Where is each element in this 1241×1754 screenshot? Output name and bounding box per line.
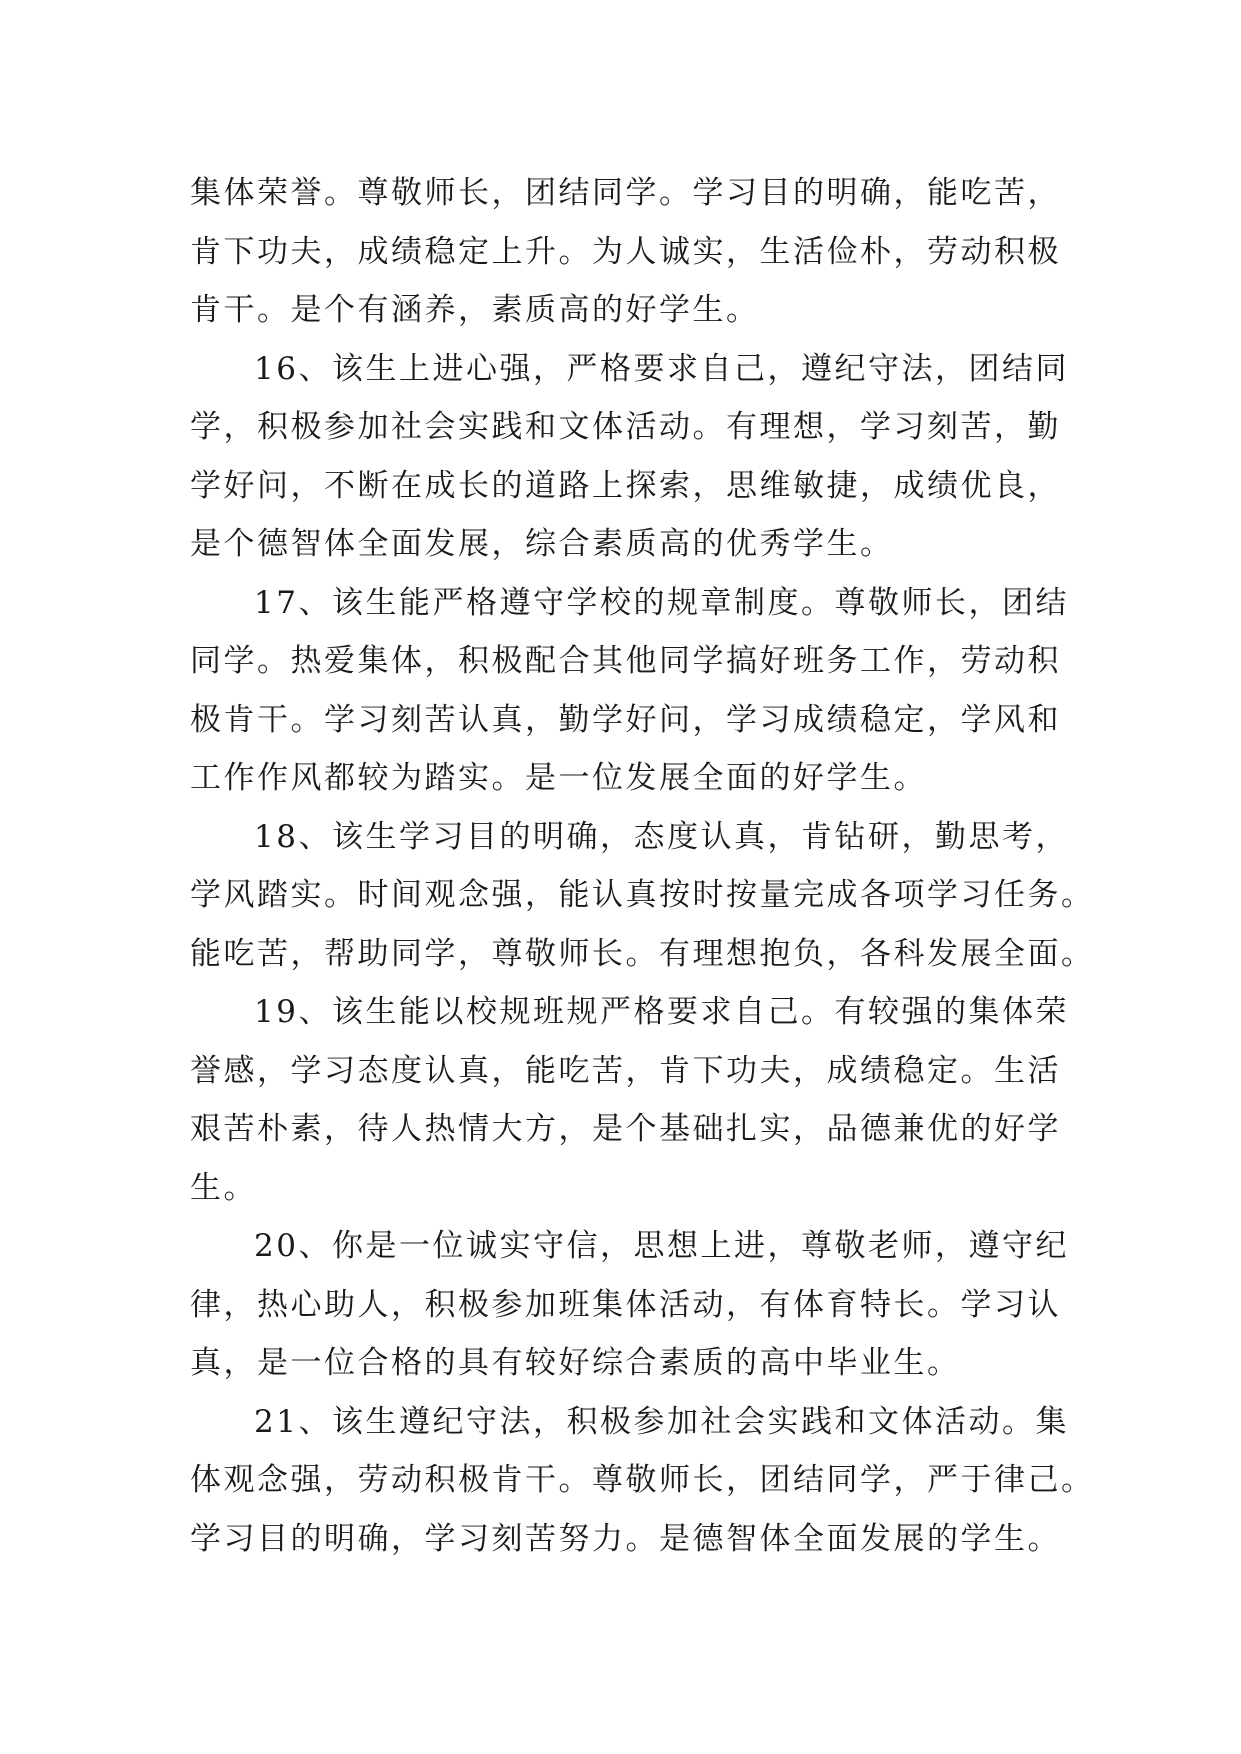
paragraph-start-20: 20、你是一位诚实守信，思想上进，尊敬老师，遵守纪 <box>254 1228 1069 1264</box>
paragraph-start-16: 16、该生上进心强，严格要求自己，遵纪守法，团结同 <box>254 350 1069 387</box>
text-line: 学风踏实。时间观念强，能认真按时按量完成各项学习任务。 <box>190 877 1095 913</box>
text-line: 能吃苦，帮助同学，尊敬师长。有理想抱负，各科发展全面。 <box>190 935 1095 972</box>
paragraph-start-21: 21、该生遵纪守法，积极参加社会实践和文体活动。集 <box>254 1403 1069 1440</box>
text-line: 极肯干。学习刻苦认真，勤学好问，学习成绩稳定，学风和 <box>190 701 1061 738</box>
text-line: 生。 <box>190 1169 257 1206</box>
text-line: 真，是一位合格的具有较好综合素质的高中毕业生。 <box>190 1345 961 1381</box>
text-line: 律，热心助人，积极参加班集体活动，有体育特长。学习认 <box>190 1286 1061 1323</box>
paragraph-start-17: 17、该生能严格遵守学校的规章制度。尊敬师长，团结 <box>254 584 1069 621</box>
paragraph-start-18: 18、该生学习目的明确，态度认真，肯钻研，勤思考， <box>254 818 1069 855</box>
text-line: 学习目的明确，学习刻苦努力。是德智体全面发展的学生。 <box>190 1520 1061 1557</box>
text-line: 同学。热爱集体，积极配合其他同学搞好班务工作，劳动积 <box>190 643 1061 679</box>
text-line: 体观念强，劳动积极肯干。尊敬师长，团结同学，严于律己。 <box>190 1462 1095 1498</box>
paragraph-start-19: 19、该生能以校规班规严格要求自己。有较强的集体荣 <box>254 994 1069 1030</box>
text-line: 学好问，不断在成长的道路上探索，思维敏捷，成绩优良， <box>190 467 1061 504</box>
document-body <box>190 164 1095 1568</box>
text-line: 集体荣誉。尊敬师长，团结同学。学习目的明确，能吃苦， <box>190 175 1061 211</box>
text-line: 工作作风都较为踏实。是一位发展全面的好学生。 <box>190 760 927 796</box>
text-line: 肯干。是个有涵养，素质高的好学生。 <box>190 292 760 328</box>
text-line: 学，积极参加社会实践和文体活动。有理想，学习刻苦，勤 <box>190 409 1061 445</box>
text-line: 是个德智体全面发展，综合素质高的优秀学生。 <box>190 526 894 562</box>
text-line: 艰苦朴素，待人热情大方，是个基础扎实，品德兼优的好学 <box>190 1111 1061 1147</box>
text-line: 誉感，学习态度认真，能吃苦，肯下功夫，成绩稳定。生活 <box>190 1052 1061 1089</box>
text-line: 肯下功夫，成绩稳定上升。为人诚实，生活俭朴，劳动积极 <box>190 233 1061 270</box>
